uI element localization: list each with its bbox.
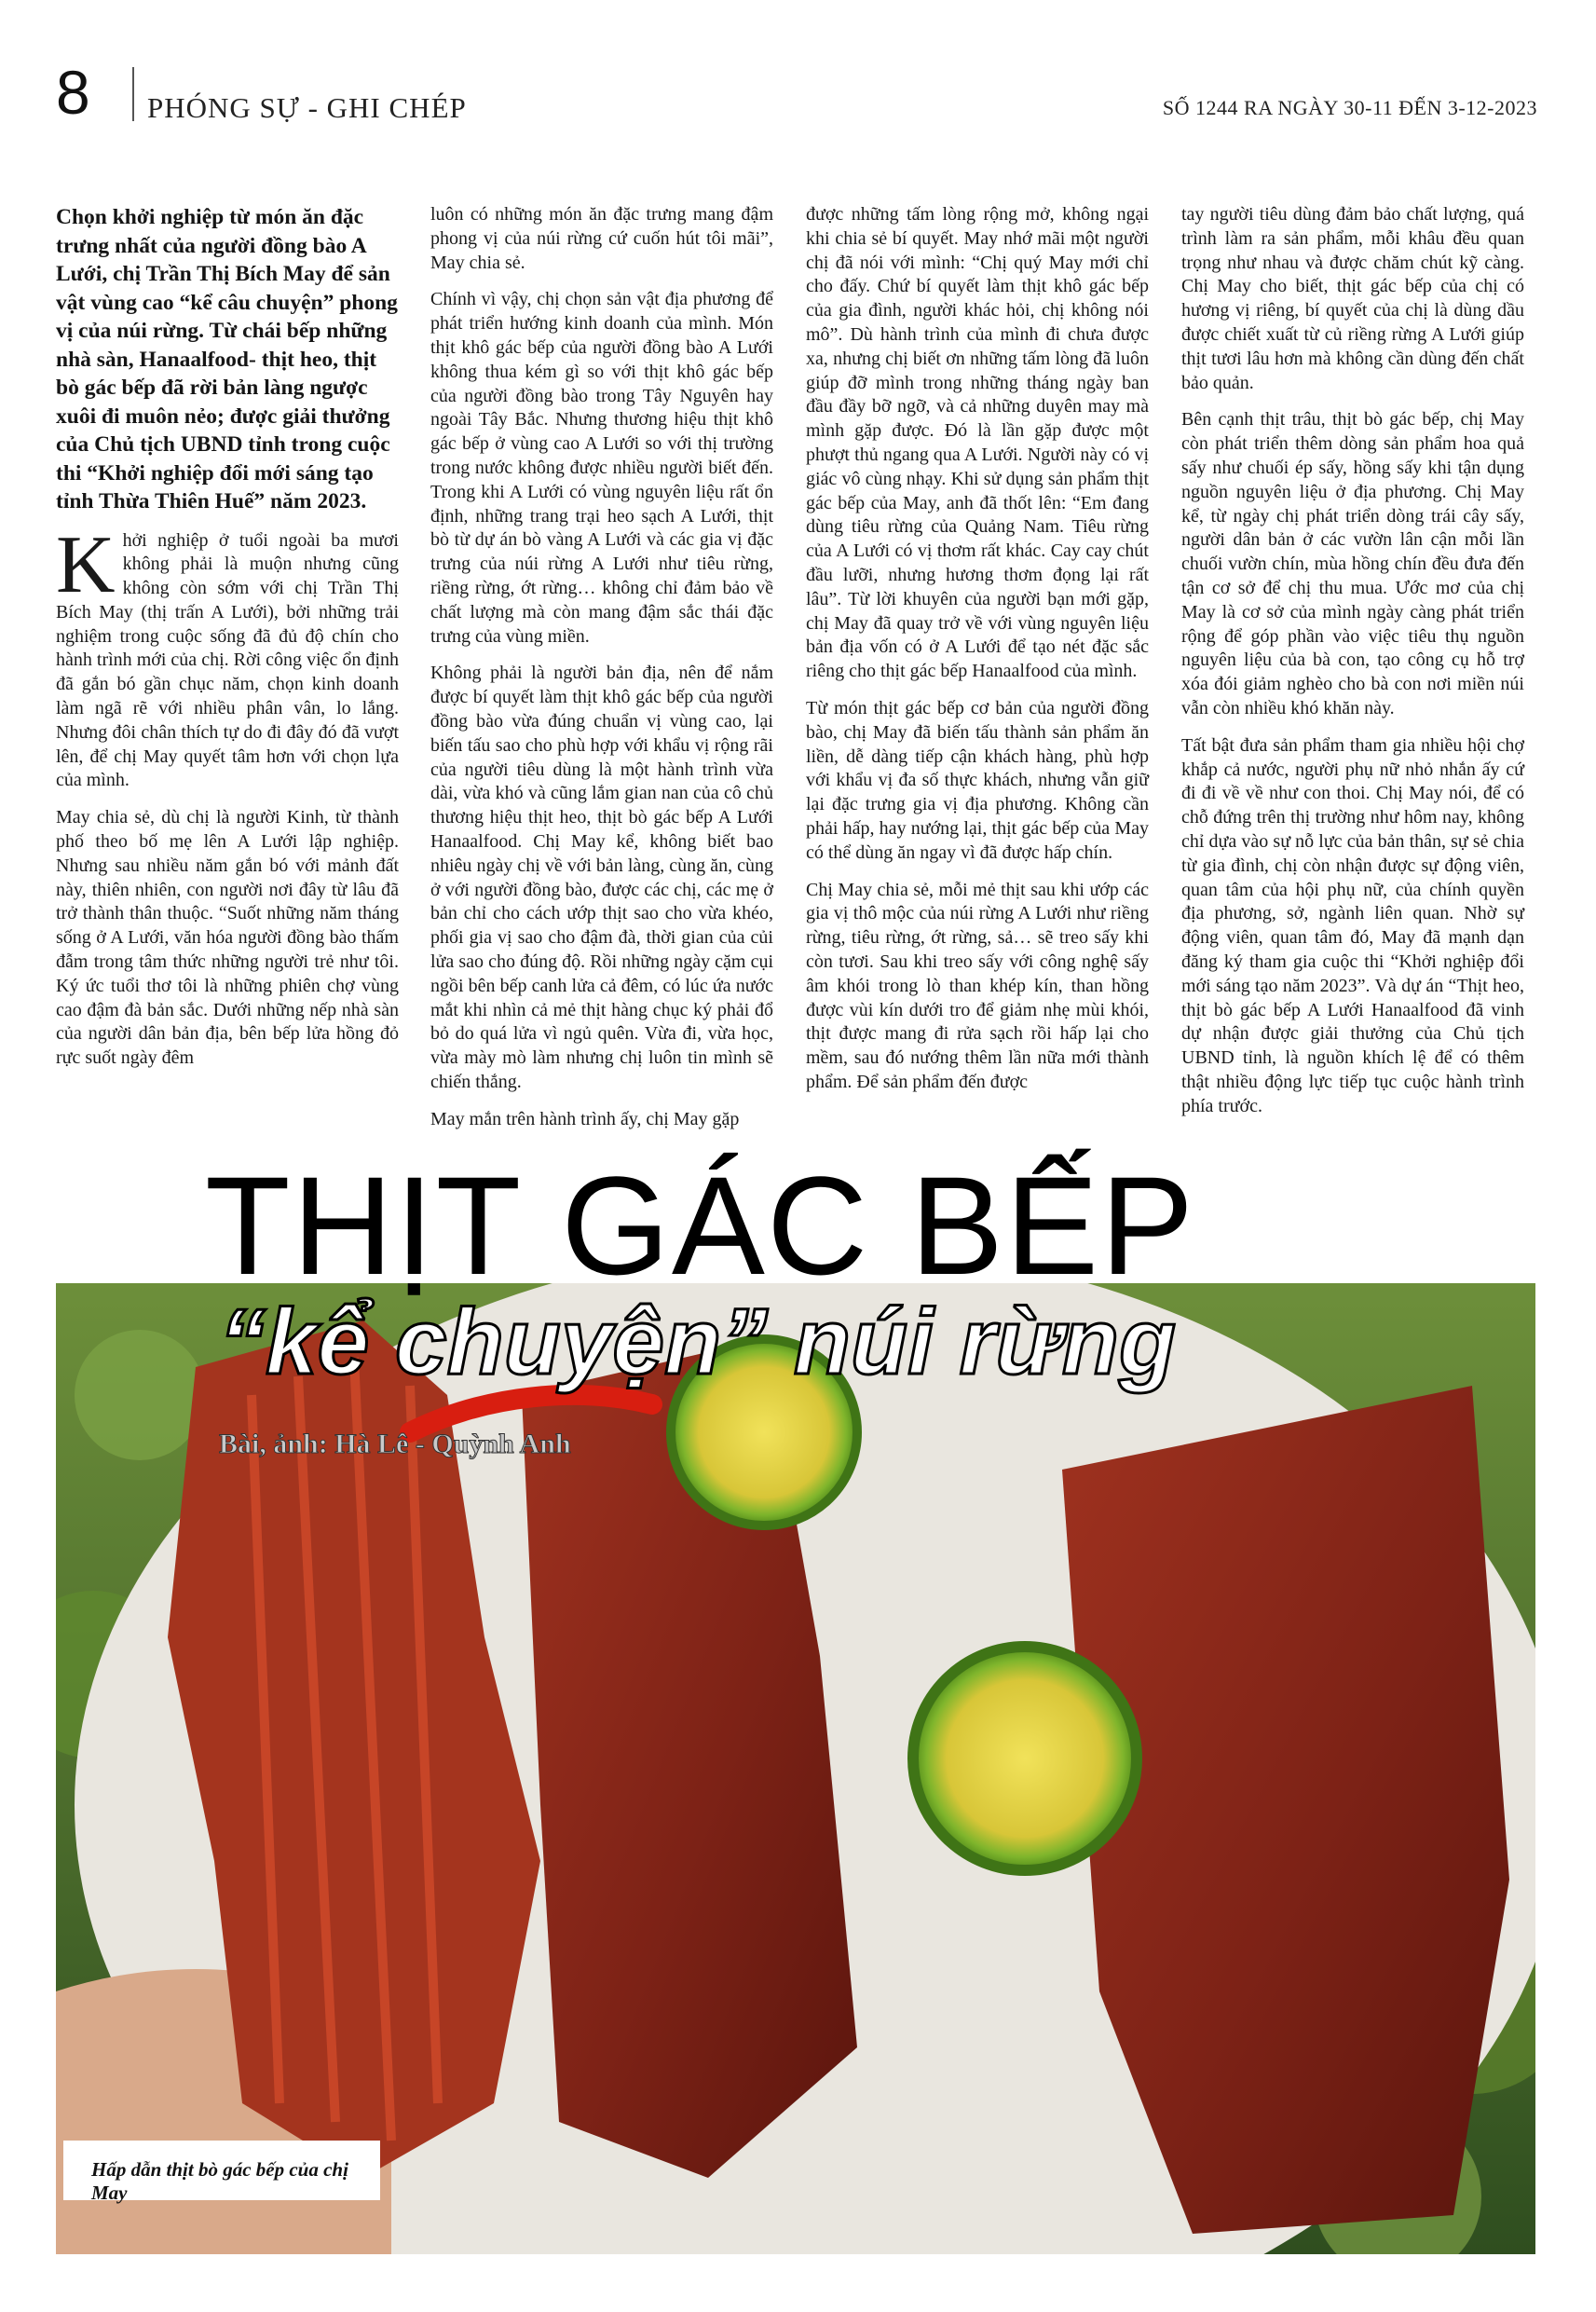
drop-cap: K: [56, 519, 116, 610]
article-subtitle: “kể chuyện” núi rừng: [219, 1290, 1177, 1394]
paragraph: Khởi nghiệp ở tuổi ngoài ba mươi không phải là muộn nhưng cũng không còn sớm với chị Trần Thị Bích May (thị trấn A Lưới), bởi những trải nghiệm trong cuộc sống đã đủ độ chín cho hành trình mới của chị. Rời công việc ổn định đã gắn bó gần chục năm, chọn kinh doanh làm ngã rẽ với nhiều phân vân, lo lắng. Nhưng đôi chân thích tự do đi đây đó đã vượt lên, để chị May quyết tâm hơn với chọn lựa của mình.: [56, 519, 399, 791]
article-lead: Chọn khởi nghiệp từ món ăn đặc trưng nhất của người đồng bào A Lưới, chị Trần Thị Bích May để sản vật vùng cao “kể câu chuyện” phong vị của núi rừng. Từ chái bếp những nhà sàn, Hanaalfood- thịt heo, thịt bò gác bếp đã rời bản làng ngược xuôi đi muôn nẻo; được giải thưởng của Chủ tịch UBND tỉnh trong cuộc thi “Khởi nghiệp đổi mới sáng tạo tỉnh Thừa Thiên Huế” năm 2023.: [56, 205, 398, 513]
paragraph: Từ món thịt gác bếp cơ bản của người đồng bào, chị May đã biến tấu thành sản phẩm ăn liền, dễ dàng tiếp cận khách hàng, phù hợp với khẩu vị đa số thực khách, nhưng vẫn giữ lại đặc trưng gia vị địa phương. Không cần phải hấp, hay nướng lại, thịt gác bếp của May có thể dùng ăn ngay vì đã được hấp chín.: [806, 697, 1149, 863]
article-column-3: [806, 203, 1149, 1108]
article-column-4: [1181, 203, 1524, 1131]
paragraph: Chị May chia sẻ, mỗi mẻ thịt sau khi ướp các gia vị thô mộc của núi rừng A Lưới như riềng rừng, tiêu rừng, ớt rừng, sả… sẽ treo sấy khi còn tươi. Sau khi treo sấy với công nghệ sấy âm khói trong lò than khép kín, than hồng được vùi kín dưới tro để giảm nhẹ mùi khói, thịt được mang đi rửa sạch rồi hấp lại cho mềm, sau đó nướng thêm lần nữa mới thành phẩm. Để sản phẩm đến được: [806, 879, 1149, 1092]
page-number: 8: [56, 58, 90, 127]
section-title: PHÓNG SỰ - GHI CHÉP: [147, 91, 467, 124]
paragraph: Chính vì vậy, chị chọn sản vật địa phương để phát triển hướng kinh doanh của mình. Món thịt khô gác bếp của người đồng bào A Lưới không thua kém gì so với thịt khô gác bếp của người đồng bào trong Tây Nguyên hay ngoài Tây Bắc. Nhưng thương hiệu thịt khô gác bếp ở vùng cao A Lưới so với thị trường trong nước không được nhiều người biết đến. Trong khi A Lưới có vùng nguyên liệu rất ổn định, những trang trại heo sạch A Lưới, thịt bò từ dự án bò vàng A Lưới và các gia vị đặc trưng của núi rừng A Lưới như tiêu rừng, riềng rừng, ớt rừng… không chỉ đảm bảo về chất lượng mà còn mang đậm sắc thái đặc trưng của vùng miền.: [430, 289, 773, 647]
paragraph: May chia sẻ, dù chị là người Kinh, từ thành phố theo bố mẹ lên A Lưới lập nghiệp. Nhưng sau nhiều năm gắn bó với mảnh đất này, thiên nhiên, con người nơi đây từ lâu đã trở thành thân thuộc. “Suốt những năm tháng sống ở A Lưới, văn hóa người đồng bào thấm đẫm trong tâm thức những người trẻ như tôi. Ký ức tuổi thơ tôi là những phiên chợ vùng cao đậm đà bản sắc. Dưới những nếp nhà sàn của người dân bản địa, bên bếp lửa hồng đỏ rực suốt ngày đêm: [56, 807, 399, 1069]
paragraph: luôn có những món ăn đặc trưng mang đậm phong vị của núi rừng cứ cuốn hút tôi mãi”, May chia sẻ.: [430, 204, 773, 273]
byline: Bài, ảnh: Hà Lê - Quỳnh Anh: [219, 1429, 571, 1459]
paragraph: Tất bật đưa sản phẩm tham gia nhiều hội chợ khắp cả nước, người phụ nữ nhỏ nhắn ấy cứ đi đi về về như con thoi. Chị May nói, để có chỗ đứng trên thị trường như hôm nay, không chỉ dựa vào sự nỗ lực của bản thân, sự sẻ chia từ gia đình, chị còn nhận được sự động viên, quan tâm của hội phụ nữ, của chính quyền địa phương, sở, ngành liên quan. Nhờ sự động viên, quan tâm đó, May đã mạnh dạn đăng ký tham gia cuộc thi “Khởi nghiệp đổi mới sáng tạo năm 2023”. Và dự án “Thịt heo, thịt bò gác bếp A Lưới Hanaalfood đã vinh dự nhận được giải thưởng của Chủ tịch UBND tỉnh, là nguồn khích lệ để có thêm thật nhiều động lực tiếp tục cuộc hành trình phía trước.: [1181, 734, 1524, 1116]
paragraph: May mắn trên hành trình ấy, chị May gặp: [430, 1108, 740, 1129]
article-column-2: [430, 203, 773, 1144]
photo-caption: Hấp dẫn thịt bò gác bếp của chị May: [91, 2158, 348, 2204]
paragraph: được những tấm lòng rộng mở, không ngại khi chia sẻ bí quyết. May nhớ mãi một người chị đã nói với mình: “Chị quý May mới chỉ cho đấy. Chứ bí quyết làm thịt khô gác bếp của gia đình, người khác hỏi, chị không nói mô”. Dù hành trình của mình đi chưa được xa, nhưng chị biết ơn những tấm lòng đã luôn giúp đỡ mình trong những tháng ngày ban đầu đầy bỡ ngỡ, và cả những duyên may mà mình gặp được. Đó là lần gặp được một phượt thủ ngang qua A Lưới. Người này có vị giác vô cùng nhạy. Khi sử dụng sản phẩm thịt gác bếp của May, anh đã thốt lên: “Em đang dùng tiêu rừng của Quảng Nam. Tiêu rừng của A Lưới có vị thơm rất khác. Cay cay chút đầu lưỡi, nhưng hương thơm đọng lại rất lâu”. Từ lời khuyên của người bạn mới gặp, chị May đã quay trở về với vùng nguyên liệu bản địa vốn có ở A Lưới để tạo nét đặc sắc riêng cho thịt gác bếp Hanaalfood của mình.: [806, 204, 1149, 682]
header-divider: [132, 67, 134, 121]
article-title: THỊT GÁC BẾP: [205, 1147, 1196, 1304]
page-header: [56, 54, 1537, 129]
paragraph: Bên cạnh thịt trâu, thịt bò gác bếp, chị May còn phát triển thêm dòng sản phẩm hoa quả sấy như chuối ép sấy, hồng sấy khi tận dụng nguồn nguyên liệu ở địa phương. Chị May kể, từ ngày chị phát triển dòng trái cây sấy, người dân bản ở các vườn lân cận mỗi lần chuối vườn chín, mùa hồng chín đều đưa đến tận cơ sở để chị thu mua. Ước mơ của chị May là cơ sở của mình ngày càng phát triển rộng để góp phần vào việc tiêu thụ nguồn nguyên liệu của bà con, tạo công cụ hỗ trợ xóa đói giảm nghèo cho bà con nơi miền núi vẫn còn nhiều khó khăn này.: [1181, 409, 1524, 718]
photo-caption-box: [63, 2141, 380, 2204]
issue-info: SỐ 1244 RA NGÀY 30-11 ĐẾN 3-12-2023: [1162, 96, 1537, 119]
paragraph: tay người tiêu dùng đảm bảo chất lượng, quá trình làm ra sản phẩm, mỗi khâu đều quan trọng như nhau và được chăm chút kỹ càng. Chị May cho biết, thịt gác bếp của chị có hương vị riêng, bí quyết của chị là dùng dầu được chiết xuất từ củ riềng rừng A Lưới giúp thịt tươi lâu hơn mà không cần dùng đến chất bảo quản.: [1181, 204, 1524, 393]
article-column-1: [56, 203, 399, 1084]
paragraph: Không phải là người bản địa, nên để nắm được bí quyết làm thịt khô gác bếp của người đồng bào vừa đúng chuẩn vị vùng cao, lại biến tấu sao cho phù hợp với khẩu vị rộng rãi của người tiêu dùng là một hành trình vừa dài, vừa khó và cũng lắm gian nan của cô chủ thương hiệu thịt heo, thịt bò gác bếp A Lưới Hanaalfood. Chị May kể, không biết bao nhiêu ngày chị về với bản làng, cùng ăn, cùng ở với người đồng bào, được các chị, các mẹ ở bản chỉ cho cách ướp thịt sao cho vừa khéo, phối gia vị sao cho đậm đà, thời gian của củi lửa sao cho đúng độ. Rồi những ngày cặm cụi ngồi bên bếp canh lửa cả đêm, có lúc ứa nước mắt khi nhìn cả mẻ thịt hàng chục ký phải đổ bỏ do quá lửa vì ngủ quên. Vừa đi, vừa học, vừa mày mò làm nhưng chị luôn tin mình sẽ chiến thắng.: [430, 663, 773, 1092]
